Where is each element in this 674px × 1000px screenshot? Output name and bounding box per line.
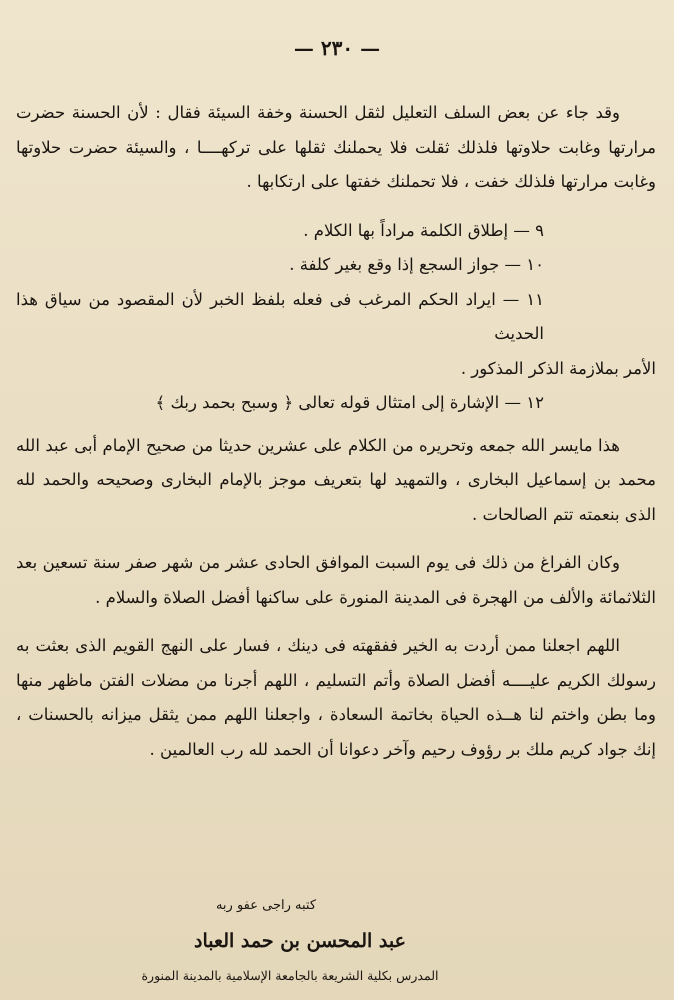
completion-paragraph: وكان الفراغ من ذلك فى يوم السبت الموافق الحادى عشر من شهر صفر سنة تسعين بعد الثلاثمائة والألف من الهجرة فى المدينة المنورة على ساكنها أفضل الصلاة والسلام .	[16, 553, 656, 607]
list-item-11-first-line: ١١ — ايراد الحكم المرغب فى فعله بلفظ الخبر لأن المقصود من سياق هذا الحديث	[16, 289, 544, 343]
spacer	[16, 200, 656, 214]
author-title: المدرس بكلية الشريعة بالجامعة الإسلامية بالمدينة المنورة	[141, 968, 439, 983]
page-number: — ٢٣٠ —	[293, 36, 381, 60]
author-name: عبد المحسن بن حمد العباد	[194, 930, 406, 952]
body-text	[16, 96, 656, 767]
spacer	[16, 532, 656, 546]
spacer	[16, 421, 656, 429]
closing-paragraph: هذا مايسر الله جمعه وتحريره من الكلام على عشرين حديثا من صحيح الإمام أبى عبد الله محمد بن إسماعيل البخارى ، والتمهيد لها بتعريف موجز بالإمام البخارى وصحيحه والحمد لله الذى بنعمته تتم الصالحات .	[16, 435, 656, 524]
signature-block	[0, 896, 674, 1000]
prayer-paragraph: اللهم اجعلنا ممن أردت به الخير ففقهته فى دينك ، فسار على النهج القويم الذى بعثت به رسولك الكريم عليــــه أفضل الصلاة وأتم التسليم ، اللهم أجرنا من مضلات الفتن ماظهر منها وما بطن واختم لنا هــذه الحياة بخاتمة السعادة ، واجعلنا اللهم ممن يثقل ميزانه بالحسنات ، إنك جواد كريم ملك بر رؤوف رحيم وآخر دعوانا أن الحمد لله رب العالمين .	[16, 636, 656, 759]
list-item-12: ١٢ — الإشارة إلى امتثال قوله تعالى ﴿ وسبح بحمد ربك ﴾	[155, 393, 544, 412]
spacer	[16, 615, 656, 629]
signature-caption: كتبه راجى عفو ربه	[215, 898, 317, 913]
list-item-10: ١٠ — جواز السجع إذا وقع بغير كلفة .	[289, 255, 544, 274]
intro-paragraph: وقد جاء عن بعض السلف التعليل لثقل الحسنة وخفة السيئة فقال : لأن الحسنة حضرت مرارتها وغابت حلاوتها فلذلك ثقلت فلا يحملنك ثقلها على تركهــــا ، والسيئة حضرت حلاوتها وغابت مرارتها فلذلك خفت ، فلا تحملنك خفتها على ارتكابها .	[16, 103, 656, 191]
list-item-11-continuation: الأمر بملازمة الذكر المذكور .	[460, 358, 656, 378]
list-item-9: ٩ — إطلاق الكلمة مراداً بها الكلام .	[303, 220, 544, 240]
list-item-11	[16, 283, 656, 387]
